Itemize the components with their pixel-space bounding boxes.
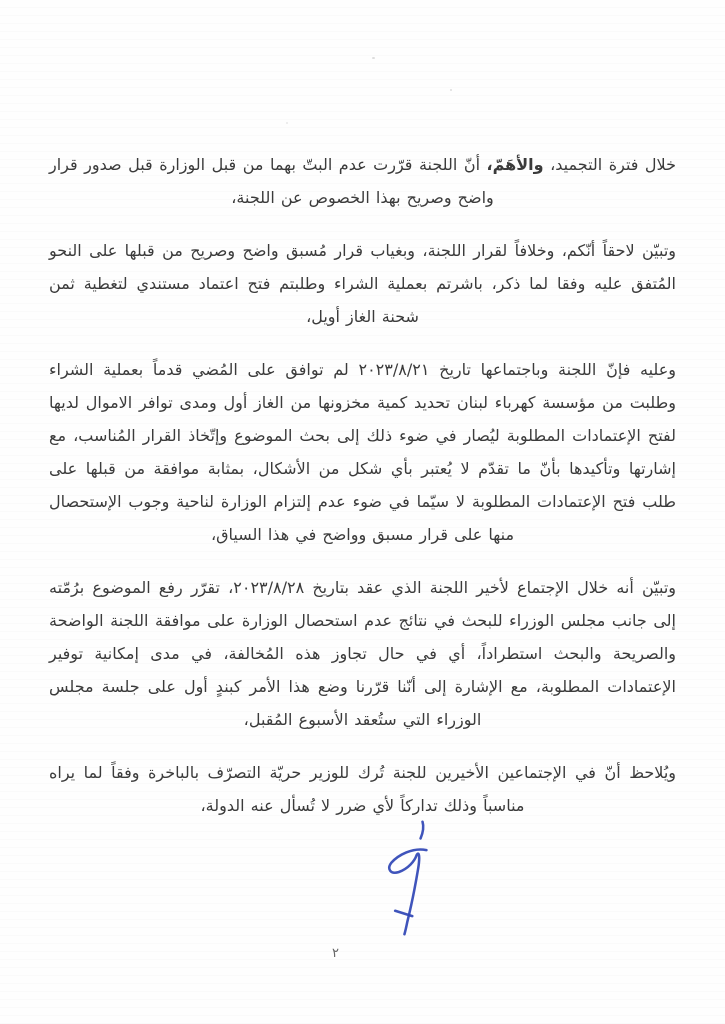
paragraph — [49, 353, 676, 551]
handwritten-signature — [352, 812, 452, 944]
body-text: ويُلاحظ أنّ في الإجتماعين الأخيرين للجنة تُرك للوزير حريّة التصرّف بالباخرة وفقاً لما يراه مناسباً وذلك تداركاً لأي ضرر لا تُسأل عنه الدولة، — [49, 763, 676, 815]
body-text: وتبيّن لاحقاً أنّكم، وخلافاً لقرار اللجنة، وبغياب قرار مُسبق واضح وصريح من قبلها على النحو المُتفق عليه وفقا لما ذكر، باشرتم بعملية الشراء وطلبتم فتح اعتماد مستندي لتغطية ثمن شحنة الغاز أويل، — [49, 241, 676, 326]
signature-stroke — [389, 850, 426, 935]
paragraph — [49, 148, 676, 214]
paragraph — [49, 234, 676, 333]
scan-artifact — [450, 89, 452, 91]
body-text: وتبيّن أنه خلال الإجتماع لأخير اللجنة الذي عقد بتاريخ ٢٠٢٣/٨/٢٨، تقرّر رفع الموضوع برُمّته إلى جانب مجلس الوزراء للبحث في نتائج عدم استحصال الوزارة على موافقة اللجنة الواضحة والصريحة والبحث استطراداً، أي في حال تجاوز هذه المُخالفة، في مدى إمكانية توفير الإعتمادات المطلوبة، مع الإشارة إلى أنّنا قرّرنا وضع هذا الأمر كبندٍ أول على جلسة مجلس الوزراء التي ستُعقد الأسبوع المُقبل، — [49, 578, 676, 729]
body-text: وعليه فإنّ اللجنة وباجتماعها تاريخ ٢٠٢٣/٨/٢١ لم توافق على المُضي قدماً بعملية الشراء وطلبت من مؤسسة كهرباء لبنان تحديد كمية مخزونها من الغاز أول ومدى توافر الاموال لديها لفتح الإعتمادات المطلوبة ليُصار في ضوء ذلك إلى بحث الموضوع وإتّخاذ القرار المُناسب، مع إشارتها وتأكيدها بأنّ ما تقدّم لا يُعتبر بأي شكل من الأشكال، بمثابة موافقة من قبلها على طلب فتح الإعتمادات المطلوبة لا سيّما في ضوء عدم إلتزام الوزارة لناحية وجوب الإستحصال منها على قرار مسبق وواضح في هذا السياق، — [49, 360, 677, 544]
paragraph — [49, 571, 676, 736]
page-number: ٢ — [332, 946, 339, 961]
text-block — [49, 148, 676, 842]
emphasized-text: والأهَمّ، — [486, 155, 544, 174]
scan-artifact — [286, 122, 288, 124]
scan-artifact — [372, 57, 375, 59]
signature-stroke — [421, 822, 424, 839]
body-text: خلال فترة التجميد، — [543, 155, 676, 174]
body-text: أنّ اللجنة قرّرت عدم البتّ بهما من قبل الوزارة قبل صدور قرار واضح وصريح بهذا الخصوص عن اللجنة، — [49, 155, 494, 207]
